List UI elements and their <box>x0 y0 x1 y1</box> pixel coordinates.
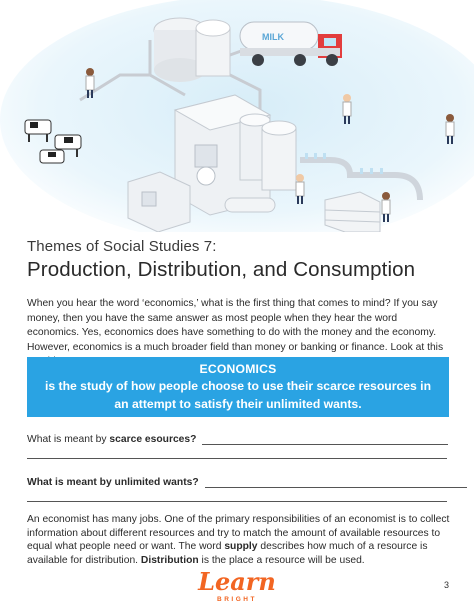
page-number: 3 <box>444 580 450 590</box>
vats <box>240 114 296 190</box>
question-unlimited-wants <box>27 476 467 488</box>
truck-label: MILK <box>262 32 284 42</box>
logo-main: Learn <box>198 567 276 596</box>
question-term: scarce esources? <box>109 434 197 445</box>
banner-heading: ECONOMICS <box>199 362 277 376</box>
product-shelf <box>325 192 380 232</box>
question-scarce-resources <box>27 433 448 445</box>
economics-definition-banner <box>27 357 449 417</box>
factory-illustration <box>0 0 474 232</box>
logo-sub: BRIGHT <box>217 596 257 603</box>
answer-line-extra[interactable] <box>27 458 447 459</box>
page-title: Production, Distribution, and Consumption <box>27 258 416 281</box>
term-supply: supply <box>224 541 258 553</box>
question-prefix: What is meant by <box>27 434 110 445</box>
answer-line[interactable] <box>205 476 467 488</box>
banner-line-1: is the study of how people choose to use their scarce resources in <box>44 379 432 393</box>
page-subtitle: Themes of Social Studies 7: <box>27 238 217 255</box>
term-distribution: Distribution <box>140 555 199 567</box>
learn-bright-logo <box>196 569 278 609</box>
paragraph-text: describes how much of a resource is available for distribution. <box>27 541 428 567</box>
answer-line-extra[interactable] <box>27 501 447 502</box>
question-term: What is meant by unlimited wants? <box>27 477 199 488</box>
pasteurizer <box>225 198 275 212</box>
storage-tank <box>154 18 230 82</box>
answer-line[interactable] <box>202 433 448 445</box>
banner-line-2: an attempt to satisfy their unlimited wants. <box>114 397 362 411</box>
intro-paragraph: When you hear the word ‘economics,’ what is the first thing that comes to mind? If you say money, then you have the same answer as most people when they hear the word economics. Yes, economics does have something to do with the money and the economy. However, economics is a much broader field than money or banking or finance. Look at this <box>27 298 444 353</box>
paragraph-text: An economist has many jobs. One of the primary responsibilities of an economist is to collect information about different resources and try to match the amount of available resources to equal what people need or want. The word <box>27 514 450 553</box>
paragraph-text: is the place a resource will be used. <box>198 555 365 567</box>
economist-paragraph <box>27 513 453 568</box>
